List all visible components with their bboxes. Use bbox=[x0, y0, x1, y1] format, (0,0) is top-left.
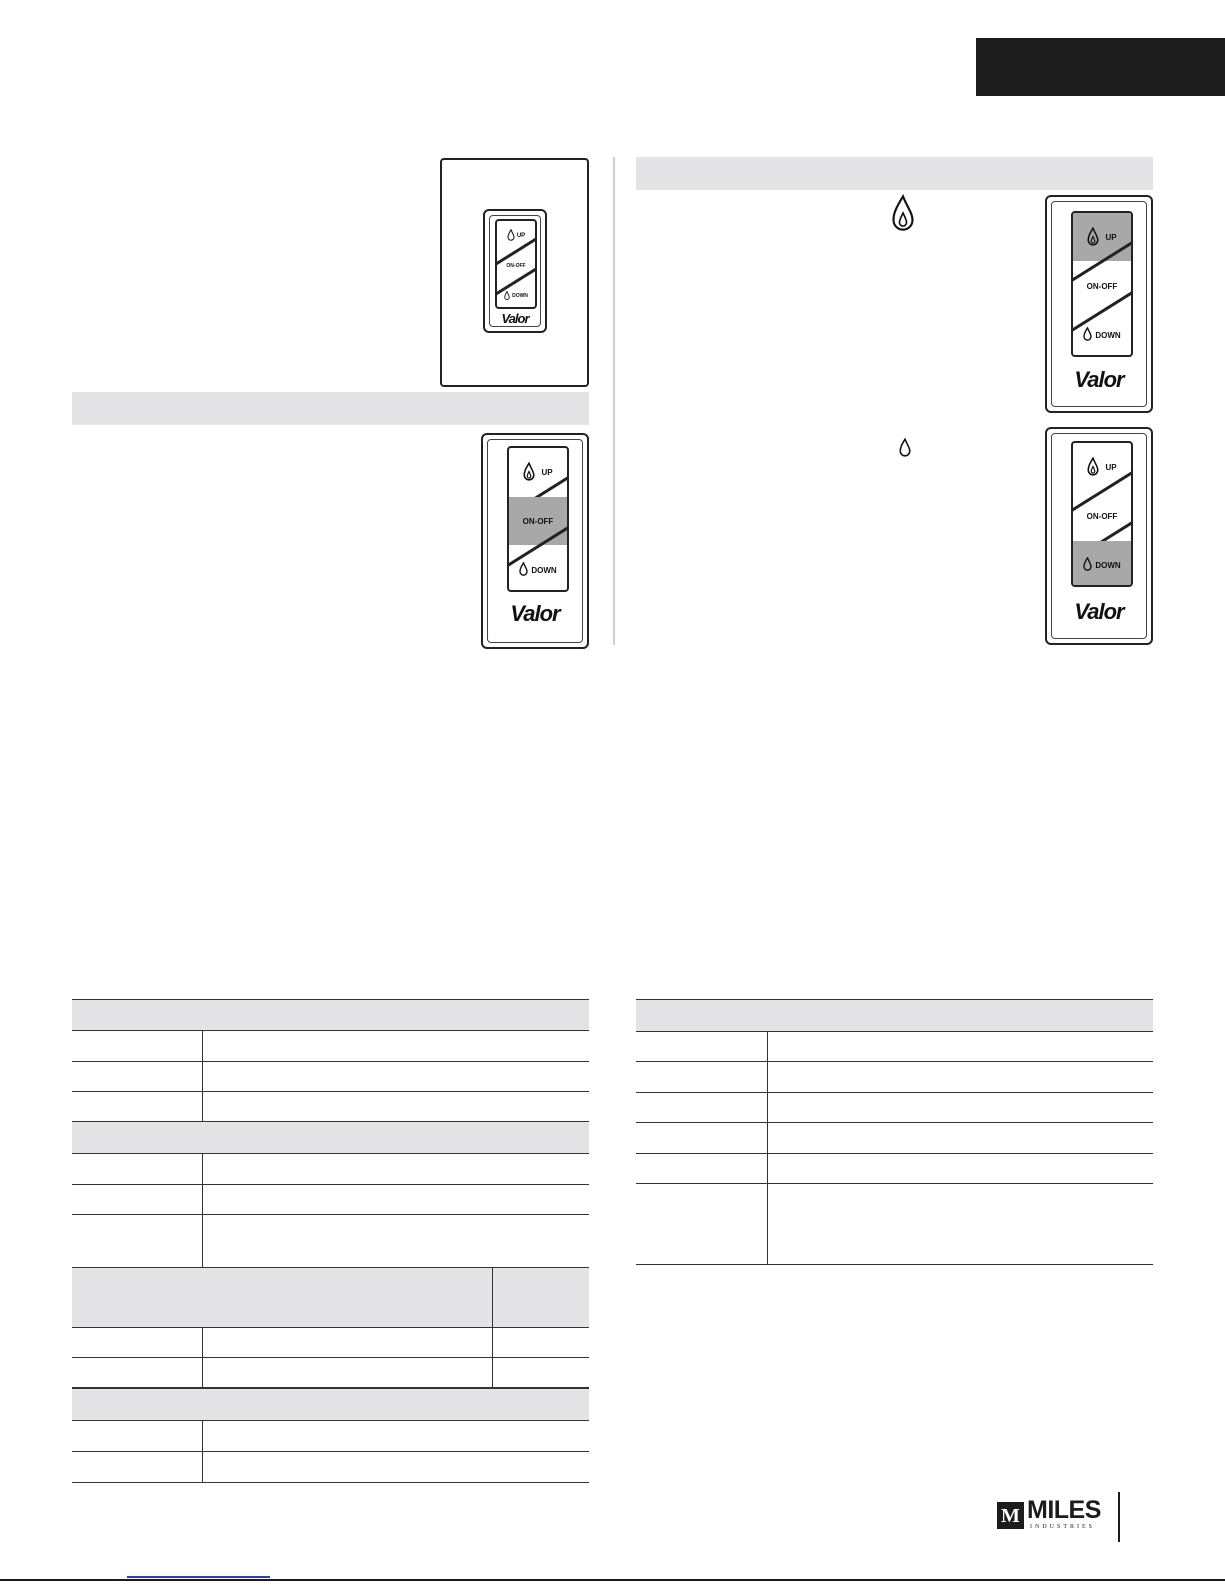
remote-control-down bbox=[1045, 427, 1153, 645]
table-row bbox=[72, 1031, 589, 1062]
table-row bbox=[72, 1154, 589, 1185]
table-section-header bbox=[636, 999, 1153, 1032]
column-separator bbox=[202, 1031, 203, 1061]
table-row bbox=[72, 1062, 589, 1092]
remote-keypad bbox=[495, 219, 537, 309]
table-row bbox=[636, 1093, 1153, 1123]
column-separator bbox=[202, 1328, 203, 1357]
table-row bbox=[636, 1062, 1153, 1093]
table-section-header bbox=[72, 1388, 589, 1421]
flame-icon bbox=[519, 562, 528, 578]
up-button[interactable] bbox=[1073, 213, 1131, 261]
down-button-label: DOWN bbox=[531, 565, 557, 575]
column-separator bbox=[202, 1215, 203, 1267]
flame-icon bbox=[507, 229, 515, 243]
on-off-button-label: ON-OFF bbox=[506, 263, 526, 269]
remote-keypad bbox=[1071, 441, 1133, 587]
down-button-label: DOWN bbox=[512, 293, 528, 299]
table-row bbox=[636, 1184, 1153, 1265]
brand-logo: Valor bbox=[510, 601, 560, 626]
miles-logo-name: MILES bbox=[1027, 1496, 1101, 1524]
column-separator bbox=[767, 1154, 768, 1183]
table-row bbox=[636, 1032, 1153, 1062]
up-button[interactable] bbox=[1073, 443, 1131, 491]
footer-divider bbox=[1118, 1492, 1120, 1542]
up-button-label: UP bbox=[1105, 232, 1117, 242]
down-button-label: DOWN bbox=[1095, 330, 1121, 340]
miles-logo-mark bbox=[997, 1502, 1024, 1529]
flame-icon bbox=[1087, 227, 1099, 248]
table-section-header bbox=[72, 1268, 589, 1328]
table-row bbox=[72, 1421, 589, 1452]
table-row bbox=[72, 1092, 589, 1122]
brand-logo: Valor bbox=[1074, 367, 1124, 392]
up-button-label: UP bbox=[516, 233, 526, 239]
down-button[interactable] bbox=[1073, 311, 1131, 357]
column-separator bbox=[202, 1154, 203, 1184]
flame-icon bbox=[1087, 457, 1099, 478]
spec-table-left bbox=[72, 999, 589, 1483]
section-heading-bar bbox=[636, 157, 1153, 190]
column-separator bbox=[202, 1452, 203, 1482]
remote-control-small bbox=[483, 209, 547, 333]
section-tab bbox=[976, 38, 1225, 96]
on-off-button-label: ON-OFF bbox=[522, 516, 554, 526]
up-button[interactable] bbox=[497, 221, 535, 251]
table-section-header bbox=[72, 999, 589, 1031]
flame-icon bbox=[504, 291, 510, 302]
miles-logo-subtitle: INDUSTRIES bbox=[1030, 1524, 1096, 1530]
column-separator bbox=[202, 1421, 203, 1451]
flame-icon bbox=[1083, 557, 1092, 573]
brand-logo: Valor bbox=[1074, 599, 1124, 624]
column-divider bbox=[613, 157, 615, 645]
column-separator bbox=[767, 1184, 768, 1264]
table-row bbox=[72, 1215, 589, 1268]
flame-small-icon bbox=[899, 438, 911, 462]
remote-keypad bbox=[507, 446, 569, 592]
column-separator bbox=[767, 1093, 768, 1122]
on-off-button-label: ON-OFF bbox=[1086, 511, 1118, 521]
column-separator bbox=[202, 1062, 203, 1091]
section-heading-bar bbox=[72, 392, 589, 425]
column-separator bbox=[202, 1358, 203, 1387]
up-button-label: UP bbox=[1105, 462, 1117, 472]
table-row bbox=[636, 1154, 1153, 1184]
on-off-button[interactable] bbox=[509, 497, 567, 545]
column-separator bbox=[767, 1032, 768, 1061]
flame-icon bbox=[1083, 327, 1092, 343]
column-separator bbox=[202, 1185, 203, 1214]
brand-logo: Valor bbox=[501, 311, 529, 326]
up-button[interactable] bbox=[509, 448, 567, 496]
remote-keypad bbox=[1071, 211, 1133, 357]
on-off-button-label: ON-OFF bbox=[1086, 281, 1118, 291]
on-off-button[interactable] bbox=[497, 251, 535, 281]
table-row bbox=[72, 1452, 589, 1483]
down-button[interactable] bbox=[509, 546, 567, 592]
column-separator bbox=[767, 1062, 768, 1092]
table-row bbox=[72, 1185, 589, 1215]
flame-large-icon bbox=[891, 194, 915, 237]
footer-link-underline[interactable] bbox=[127, 1576, 270, 1578]
remote-control-on-off bbox=[481, 433, 589, 649]
column-separator bbox=[767, 1123, 768, 1153]
down-button-label: DOWN bbox=[1095, 560, 1121, 570]
page-bottom-rule bbox=[0, 1579, 1225, 1581]
column-separator bbox=[202, 1092, 203, 1121]
down-button[interactable] bbox=[1073, 541, 1131, 587]
spec-table-right bbox=[636, 999, 1153, 1265]
column-separator bbox=[492, 1358, 493, 1387]
flame-icon bbox=[523, 462, 535, 483]
table-row bbox=[72, 1358, 589, 1388]
table-row bbox=[636, 1123, 1153, 1154]
up-button-label: UP bbox=[541, 467, 553, 477]
column-separator bbox=[492, 1268, 493, 1327]
on-off-button[interactable] bbox=[1073, 492, 1131, 540]
down-button[interactable] bbox=[497, 281, 535, 309]
remote-control-up bbox=[1045, 195, 1153, 413]
table-row bbox=[72, 1328, 589, 1358]
on-off-button[interactable] bbox=[1073, 262, 1131, 310]
column-separator bbox=[492, 1328, 493, 1357]
table-section-header bbox=[72, 1122, 589, 1154]
miles-logo-letter: M bbox=[1001, 1504, 1020, 1527]
